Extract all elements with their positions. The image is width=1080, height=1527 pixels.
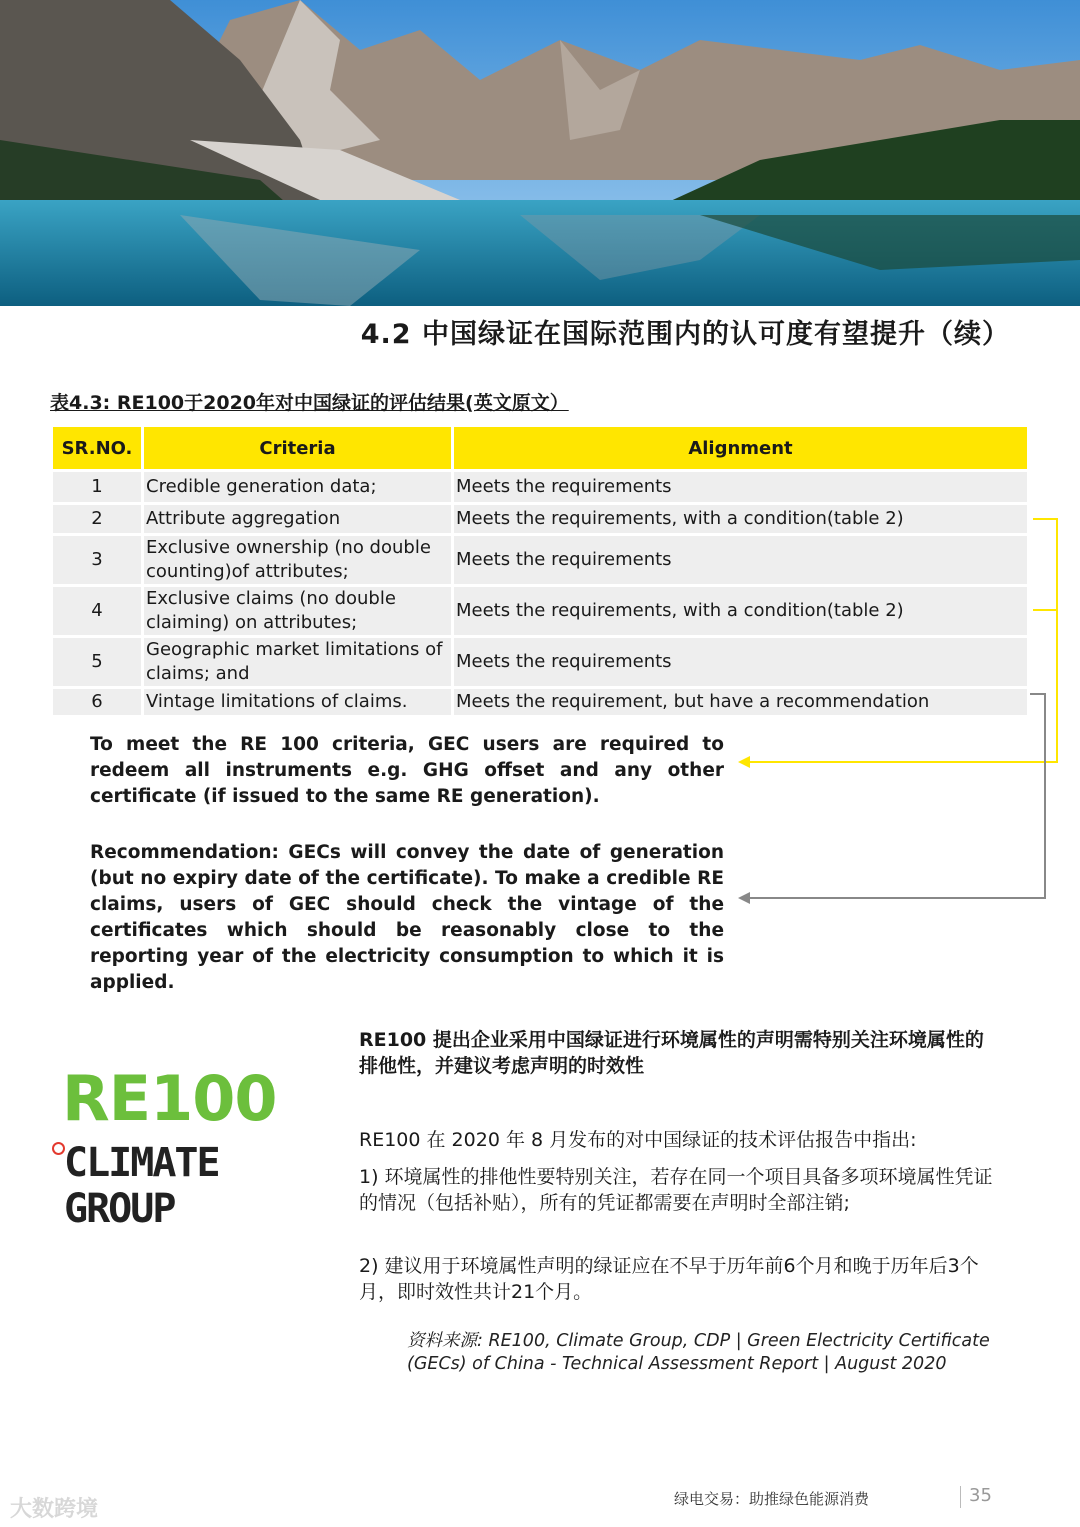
table-row xyxy=(53,505,1027,533)
re100-climate-group-logo xyxy=(48,1062,338,1232)
logo-climate-group-text: CLIMATE GROUP xyxy=(64,1140,219,1232)
row-alignment: Meets the requirements, with a condition(table 2) xyxy=(454,587,1027,635)
table-row xyxy=(53,638,1027,686)
recommendation-arrow-line xyxy=(742,694,1045,898)
condition-note: To meet the RE 100 criteria, GEC users are required to redeem all instruments e.g. GHG offset and any other certificate (if issued to the same RE generation). xyxy=(90,734,724,807)
row-criteria: Exclusive ownership (no double counting)of attributes; xyxy=(144,536,451,584)
row-criteria: Exclusive claims (no double claiming) on attributes; xyxy=(144,587,451,635)
right-point-1: 1) 环境属性的排他性要特别关注，若存在同一个项目具备多项环境属性凭证的情况（包括补贴），所有的凭证都需要在声明时全部注销; xyxy=(359,1166,993,1214)
right-heading: RE100 提出企业采用中国绿证进行环境属性的声明需特别关注环境属性的排他性，并建议考虑声明的时效性 xyxy=(359,1029,984,1077)
recommendation-note: Recommendation: GECs will convey the date of generation (but no expiry date of the certificate). To make a credible RE claims, users of GEC should check the vintage of the certificates which should be reasonably close to the reporting year of the electricity consumption to which it is applied. xyxy=(90,842,724,993)
row-alignment: Meets the requirement, but have a recommendation xyxy=(454,689,1027,715)
condition-bracket xyxy=(1033,519,1057,610)
row-alignment: Meets the requirements, with a condition(table 2) xyxy=(454,505,1027,533)
table-row xyxy=(53,689,1027,715)
source-note: 资料来源: RE100, Climate Group, CDP | Green Electricity Certificate (GECs) of China - Technical Assessment Report | August 2020 xyxy=(407,1331,990,1374)
table-row xyxy=(53,587,1027,635)
right-point-2: 2) 建议用于环境属性声明的绿证应在不早于历年前6个月和晚于历年后3个月，即时效性共计21个月。 xyxy=(359,1255,979,1303)
logo-re100-text: RE100 xyxy=(62,1062,277,1135)
footer-title: 绿电交易：助推绿色能源消费 xyxy=(674,1490,870,1508)
row-alignment: Meets the requirements xyxy=(454,472,1027,502)
row-no: 1 xyxy=(53,472,141,502)
row-alignment: Meets the requirements xyxy=(454,536,1027,584)
table-caption: 表4.3: RE100于2020年对中国绿证的评估结果(英文原文） xyxy=(50,392,569,414)
footer-divider xyxy=(960,1486,961,1508)
row-no: 5 xyxy=(53,638,141,686)
header-criteria: Criteria xyxy=(144,427,451,469)
row-criteria: Credible generation data; xyxy=(144,472,451,502)
row-no: 2 xyxy=(53,505,141,533)
row-no: 4 xyxy=(53,587,141,635)
page-number: 35 xyxy=(969,1485,992,1506)
row-alignment: Meets the requirements xyxy=(454,638,1027,686)
hero-image xyxy=(0,0,1080,306)
table-row xyxy=(53,472,1027,502)
row-no: 6 xyxy=(53,689,141,715)
condition-arrowhead xyxy=(738,756,750,768)
recommendation-arrowhead xyxy=(738,892,750,904)
right-intro: RE100 在 2020 年 8 月发布的对中国绿证的技术评估报告中指出: xyxy=(359,1129,917,1151)
header-sr-no: SR.NO. xyxy=(53,427,141,469)
row-no: 3 xyxy=(53,536,141,584)
assessment-table xyxy=(50,424,1030,718)
watermark: 大数跨境 xyxy=(10,1497,99,1522)
table-header-row xyxy=(53,427,1027,469)
row-criteria: Vintage limitations of claims. xyxy=(144,689,451,715)
table-row xyxy=(53,536,1027,584)
row-criteria: Geographic market limitations of claims; and xyxy=(144,638,451,686)
section-title: 4.2 中国绿证在国际范围内的认可度有望提升（续） xyxy=(360,319,1010,350)
row-criteria: Attribute aggregation xyxy=(144,505,451,533)
header-alignment: Alignment xyxy=(454,427,1027,469)
